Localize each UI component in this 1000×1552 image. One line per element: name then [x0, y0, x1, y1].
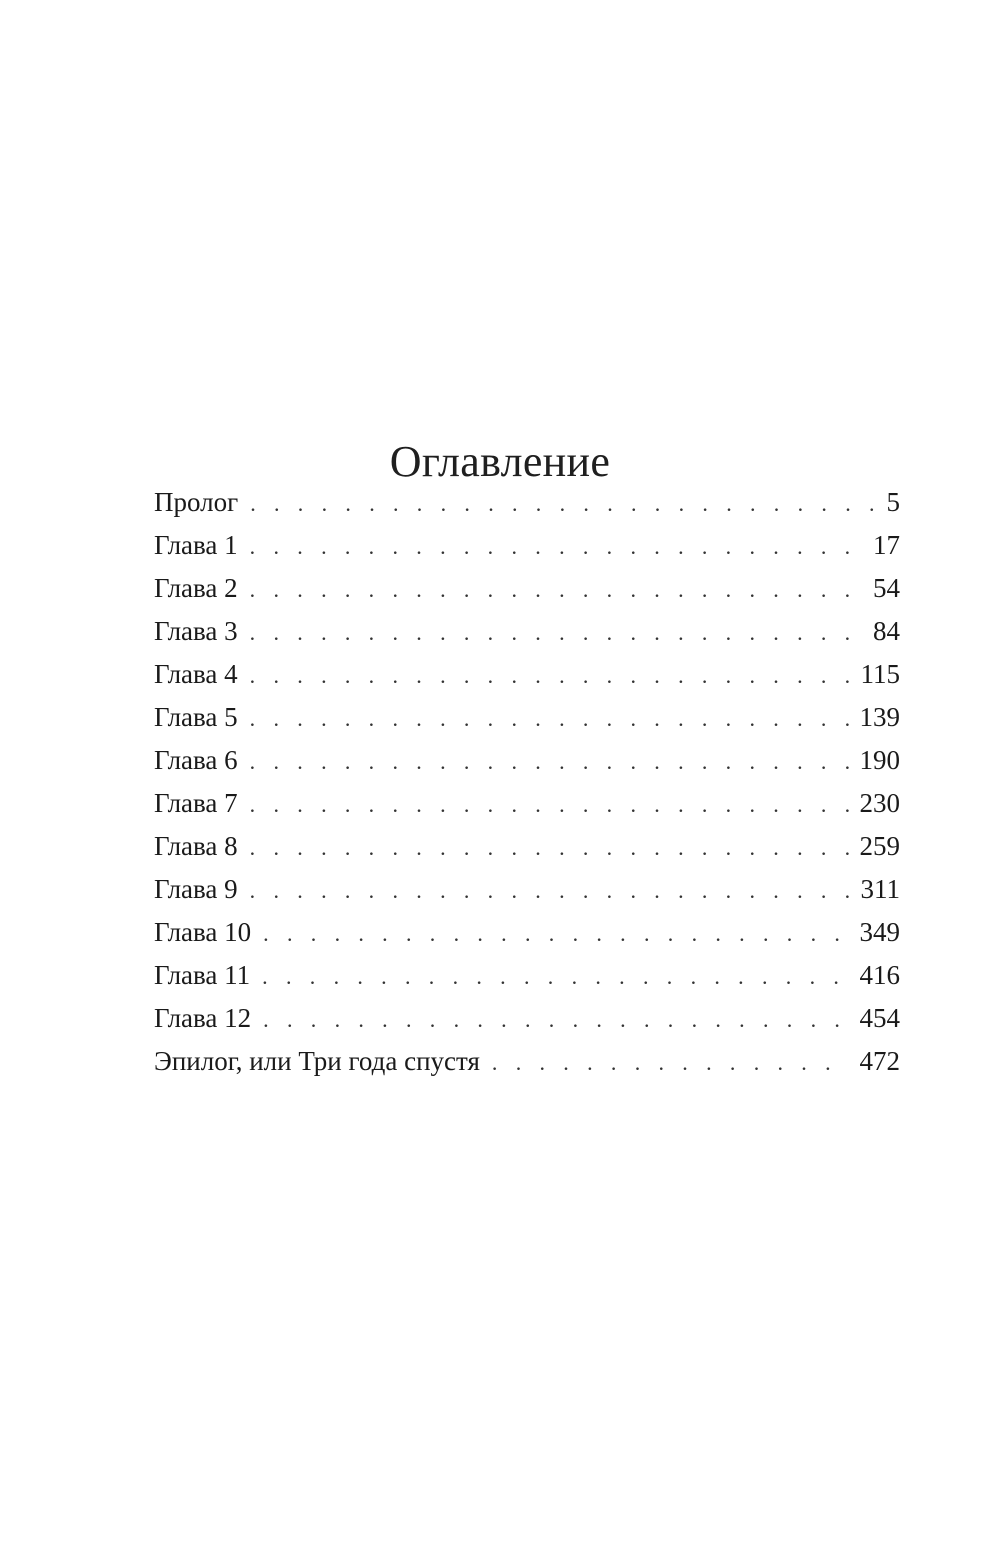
toc-entry-chapter-6	[154, 739, 900, 782]
dot-leader	[250, 525, 863, 568]
toc-entry-page-number: 472	[859, 1046, 900, 1076]
dot-leader	[492, 1041, 850, 1084]
dot-leader	[263, 912, 849, 955]
toc-entry-chapter-7	[154, 782, 900, 825]
toc-entry-chapter-12	[154, 997, 900, 1040]
toc-entry-label: Пролог	[154, 487, 239, 517]
toc-entry-label: Глава 11	[154, 960, 251, 990]
toc-entry-page-number: 115	[860, 659, 900, 689]
toc-entry-page-number: 230	[859, 788, 900, 818]
toc-title: Оглавление	[389, 437, 611, 487]
dot-leader	[250, 783, 850, 826]
dot-leader	[250, 740, 850, 783]
toc-entry-chapter-5	[154, 696, 900, 739]
dot-leader	[250, 611, 863, 654]
dot-leader	[250, 697, 850, 740]
toc-entry-chapter-4	[154, 653, 900, 696]
toc-entry-page-number: 84	[873, 616, 900, 646]
toc-entry-label: Глава 5	[154, 702, 238, 732]
dot-leader	[250, 826, 850, 869]
toc-entry-label: Глава 7	[154, 788, 238, 818]
table-of-contents	[154, 481, 900, 1083]
dot-leader	[250, 869, 851, 912]
toc-entry-page-number: 311	[860, 874, 900, 904]
toc-entry-page-number: 54	[873, 573, 900, 603]
toc-entry-page-number: 259	[859, 831, 900, 861]
toc-entry-label: Глава 6	[154, 745, 238, 775]
toc-entry-page-number: 190	[859, 745, 900, 775]
toc-entry-label: Глава 10	[154, 917, 252, 947]
toc-entry-page-number: 17	[873, 530, 900, 560]
toc-entry-label: Глава 8	[154, 831, 238, 861]
toc-entry-chapter-8	[154, 825, 900, 868]
toc-entry-page-number: 349	[859, 917, 900, 947]
dot-leader	[250, 654, 851, 697]
toc-entry-page-number: 416	[859, 960, 900, 990]
dot-leader	[262, 955, 849, 998]
toc-entry-chapter-9	[154, 868, 900, 911]
toc-entry-label: Глава 2	[154, 573, 238, 603]
toc-entry-label: Глава 1	[154, 530, 238, 560]
toc-entry-page-number: 139	[859, 702, 900, 732]
toc-entry-label: Глава 9	[154, 874, 238, 904]
toc-entry-page-number: 454	[859, 1003, 900, 1033]
toc-entry-prologue	[154, 481, 900, 524]
toc-entry-label: Глава 3	[154, 616, 238, 646]
toc-entry-chapter-10	[154, 911, 900, 954]
dot-leader	[263, 998, 849, 1041]
dot-leader	[250, 482, 876, 525]
toc-entry-epilogue	[154, 1040, 900, 1083]
toc-entry-page-number: 5	[886, 487, 900, 517]
dot-leader	[250, 568, 863, 611]
toc-entry-chapter-1	[154, 524, 900, 567]
toc-entry-label: Эпилог, или Три года спустя	[154, 1046, 480, 1076]
toc-entry-chapter-11	[154, 954, 900, 997]
toc-entry-label: Глава 12	[154, 1003, 252, 1033]
toc-entry-chapter-3	[154, 610, 900, 653]
toc-entry-chapter-2	[154, 567, 900, 610]
toc-entry-label: Глава 4	[154, 659, 238, 689]
